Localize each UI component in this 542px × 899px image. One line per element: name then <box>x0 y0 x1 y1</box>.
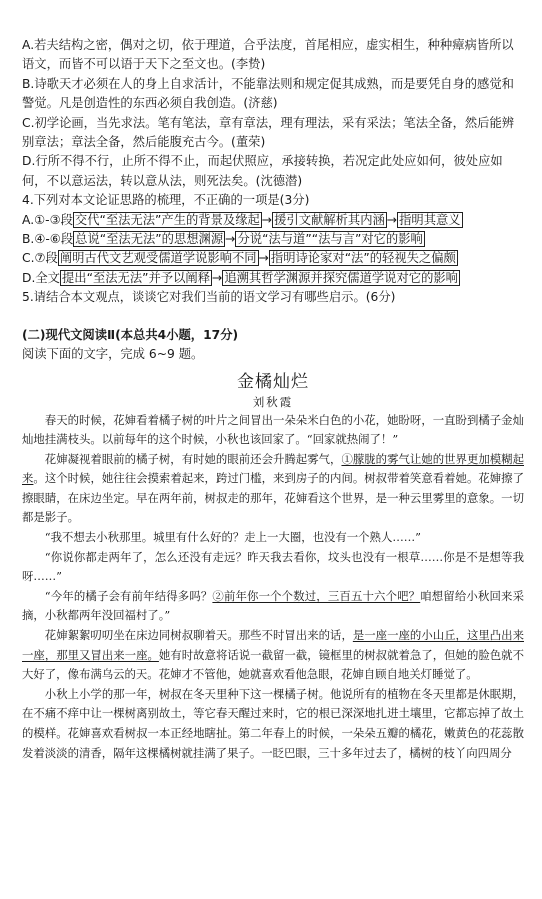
quotes-block <box>22 36 524 191</box>
question-5: 5.请结合本文观点，谈谈它对我们当前的语文学习有哪些启示。(6分) <box>22 290 396 305</box>
story-text: 花婶絮絮叨叨坐在床边同树叔聊着天。那些不时冒出来的话， <box>44 628 353 643</box>
underlined-sentence-2: ②前年你一个个数过，三百五十六个吧？ <box>212 588 421 603</box>
option-a-box-3: 指明其意义 <box>399 212 461 227</box>
option-b[interactable] <box>22 230 524 249</box>
option-b-prefix: B.④-⑥段 <box>22 232 74 247</box>
story-paragraph <box>22 450 524 528</box>
story-text: 她有时故意将话说一截留一截，镜框里的树叔就着急了，但她的脸色就不大好了，像布满乌云的天。花婶才不管他，她就喜欢看他急眼，花婶自顾自地关灯睡觉了。 <box>22 647 524 682</box>
underlined-sentence-3: 是一座一座的小山丘，这里凸出来一座，那里又冒出来一座。 <box>22 628 524 662</box>
story-paragraph <box>22 587 524 626</box>
arrow: → <box>225 232 236 247</box>
option-a[interactable] <box>22 211 524 230</box>
section-heading: (二)现代文阅读Ⅱ(本总共4小题，17分) <box>22 327 239 342</box>
arrow: → <box>261 212 273 227</box>
option-c-prefix: C.⑦段 <box>22 251 58 266</box>
story-paragraph: 春天的时候，花婶看着橘子树的叶片之间冒出一朵朵米白色的小花，她盼呀，一直盼到橘子金灿灿地挂满枝头。以前每年的这个时候，小秋也该回家了。“回家就热闹了！” <box>22 412 524 447</box>
story-text: 。这个时候，她往往会摸索着起来，跨过门槛，来到房子的内间。树叔带着笑意看着她。花婶擦了擦眼睛，在床边坐定。早在两年前，树叔走的那年，花婶看这个世界，是一种云里雾里的意象。一切都是影子。 <box>22 471 524 525</box>
section-2 <box>22 326 524 365</box>
story-paragraph <box>22 626 524 685</box>
question-4-stem: 4.下列对本文论证思路的梳理，不正确的一项是(3分) <box>22 193 310 208</box>
story-paragraph: “你说你都走两年了，怎么还没有走远？昨天我去看你，坟头也没有一根草……你是不是想等我呀……” <box>22 549 524 584</box>
arrow: → <box>386 212 398 227</box>
option-c-box-1: 阐明古代文艺观受儒道学说影响不同 <box>59 251 257 266</box>
option-c[interactable] <box>22 249 524 268</box>
story-text: 花婶凝视着眼前的橘子树，有时她的眼前还会升腾起雾气， <box>44 451 342 466</box>
story-author: 刘秋霞 <box>252 394 294 409</box>
option-d-prefix: D.全文 <box>22 270 60 285</box>
option-a-prefix: A.①-③段 <box>22 212 73 227</box>
story-title: 金橘灿烂 <box>237 371 309 392</box>
quote-d: D.行所不得不行，止所不得不止，而起伏照应，承接转换，若况定此处应如何，彼处应如何，不以意运法，转以意从法，则死法矣。(沈德潜) <box>22 154 503 188</box>
arrow: → <box>212 270 223 285</box>
quote-b: B.诗歌天才必须在人的身上自求活计，不能靠法则和规定促其成熟，而是要凭自身的感觉和警觉。凡是创造性的东西必须自我创造。(济慈) <box>22 76 514 111</box>
underlined-sentence-1: ①朦胧的雾气让她的世界更加模糊起来 <box>22 451 524 486</box>
option-a-box-2: 援引文献解析其内涵 <box>274 212 385 227</box>
quote-a: A.若夫结构之密，偶对之切，依于理道，合乎法度，首尾相应，虚实相生，种种瘴病皆所以语文，而皆不可以语于天下之至文也。(李贽) <box>22 38 514 72</box>
option-b-box-2: 分说“法与道”“法与言”对它的影响 <box>237 232 423 247</box>
option-d[interactable] <box>22 269 524 288</box>
story-text: 咱想留给小秋回来采摘，小秋都两年没回福村了。” <box>22 588 524 623</box>
question-4 <box>22 191 524 307</box>
option-b-box-1: 总说“至法无法”的思想渊源 <box>75 232 224 247</box>
story-body <box>22 411 524 764</box>
story-paragraph: “我不想去小秋那里。城里有什么好的？走上一大圈，也没有一个熟人……” <box>44 530 421 545</box>
option-c-box-2: 指明诗论家对“法”的轻视失之偏颇 <box>270 251 456 266</box>
option-a-box-1: 交代“至法无法”产生的背景及缘起 <box>74 212 260 227</box>
story-paragraph: 小秋上小学的那一年，树叔在冬天里种下这一棵橘子树。他说所有的植物在冬天里都是休眠期，在不痛不痒中让一棵树离别故土，等它春天醒过来时，它的根已深深地扎进土壤里，它都忘掉了故土的模样。花婶喜欢看树叔一本正经地瞎扯。第二年春上的时候，一朵朵五瓣的橘花，嫩黄色的花蕊散发着淡淡的清香，隔年这棵橘树就挂满了果子。一眨巴眼，三十多年过去了，橘树的枝丫向四周分 <box>22 686 524 760</box>
arrow: → <box>258 251 269 266</box>
option-d-box-2: 追溯其哲学渊源并探究儒道学说对它的影响 <box>224 270 458 285</box>
story-text: “今年的橘子会有前年结得多吗？ <box>44 588 213 603</box>
section-instruction: 阅读下面的文字，完成 6~9 题。 <box>22 347 204 362</box>
option-d-box-1: 提出“至法无法”并予以阐释 <box>61 270 210 285</box>
quote-c: C.初学论画，当先求法。笔有笔法，章有章法，理有理法，采有采法；笔法全备，然后能辨别章法；章法全备，然后能腹充古今。(董荣) <box>22 115 515 150</box>
